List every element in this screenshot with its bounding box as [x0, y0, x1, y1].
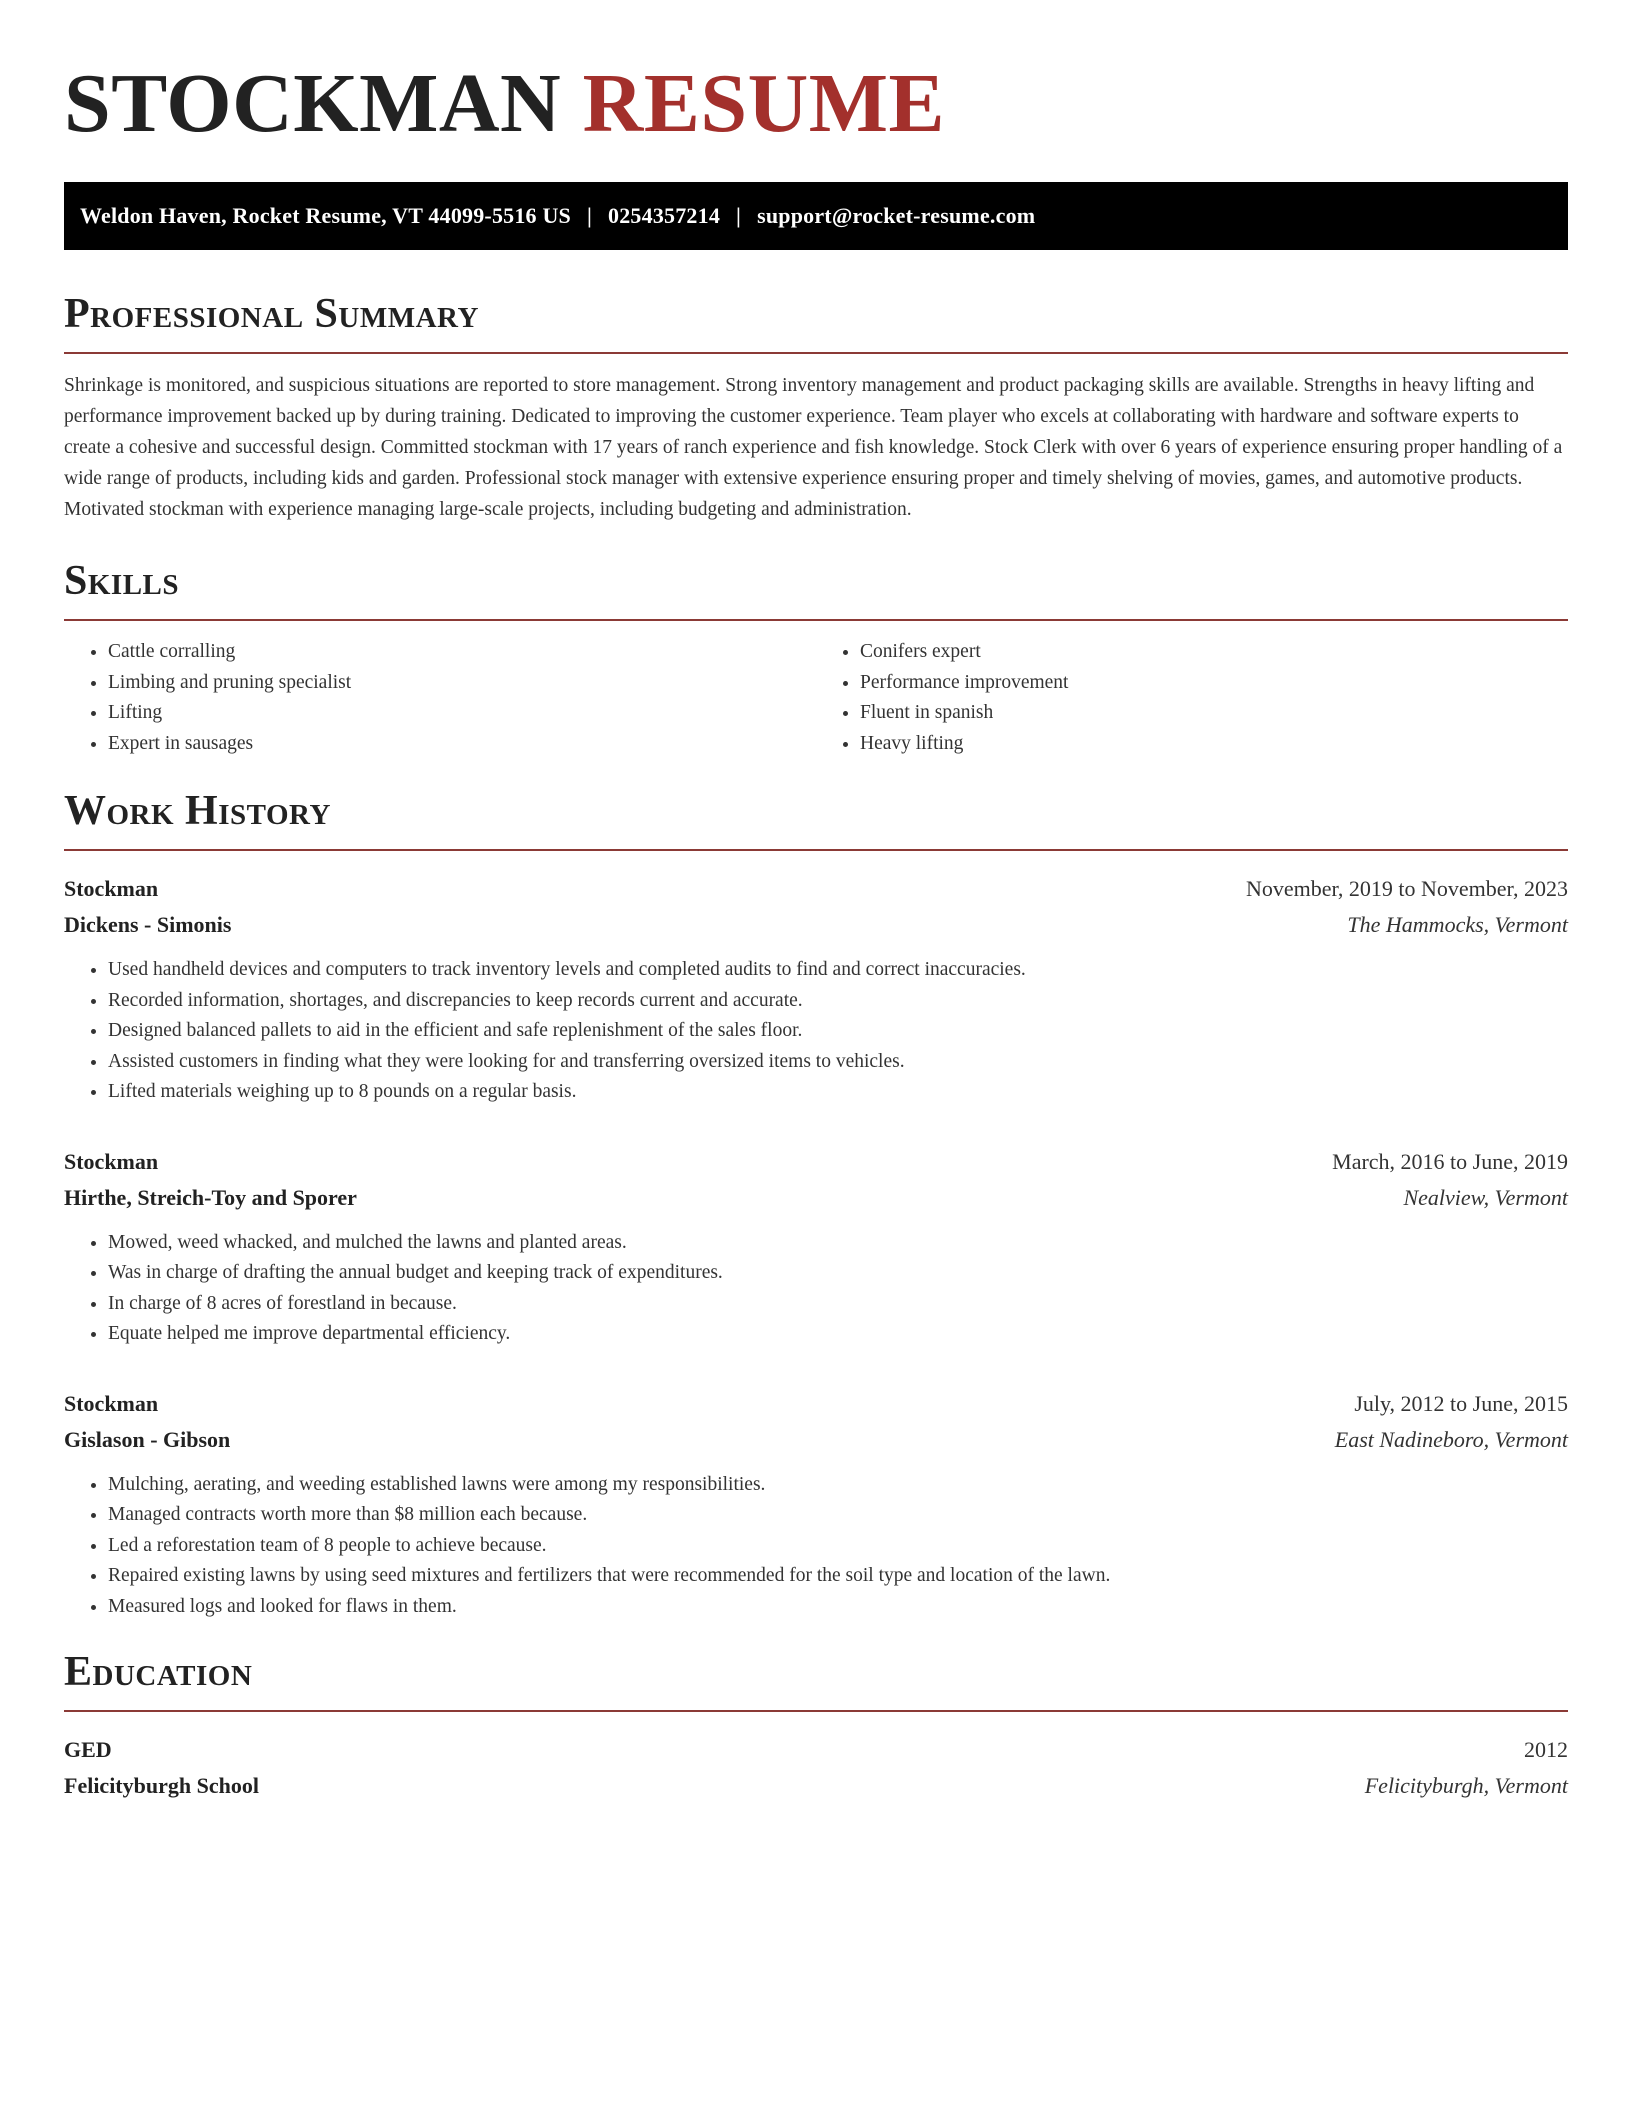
- summary-text: Shrinkage is monitored, and suspicious situations are reported to store management. Strong inventory management and product packaging skills are available. Strengths in heavy lifting and performance improvement backed up by during training. Dedicated to improving the customer experience. Team player who excels at collaborating with hardware and software experts to create a cohesive and successful design. Committed stockman with 17 years of ranch experience and fish knowledge. Stock Clerk with over 6 years of experience ensuring proper handling of a wide range of products, including kids and garden. Professional stock manager with extensive experience ensuring proper and timely shelving of movies, games, and automotive products. Motivated stockman with experience managing large-scale projects, including budgeting and administration.: [64, 375, 1563, 520]
- job-company-row: [64, 1180, 1568, 1216]
- job-company-row: [64, 907, 1568, 943]
- job-duty: • Was in charge of drafting the annual budget and keeping track of expenditures.: [108, 1258, 1568, 1289]
- skills-section: [64, 557, 1568, 759]
- skill-item: • Performance improvement: [860, 668, 1568, 699]
- job-dates: November, 2019 to November, 2023: [1245, 876, 1568, 901]
- job-duty: • Managed contracts worth more than $8 million each because.: [108, 1500, 1568, 1531]
- contact-bar: [64, 182, 1568, 250]
- job-entry: [64, 871, 1568, 1108]
- section-divider: [64, 1710, 1568, 1712]
- section-divider: [64, 352, 1568, 354]
- job-title: Stockman: [64, 1390, 159, 1416]
- education-year: 2012: [1524, 1737, 1568, 1762]
- skill-item: • Conifers expert: [860, 637, 1568, 668]
- job-location: East Nadineboro, Vermont: [1334, 1426, 1568, 1452]
- skill-item: • Lifting: [108, 698, 816, 729]
- job-duty: • Designed balanced pallets to aid in the efficient and safe replenishment of the sales floor.: [108, 1016, 1568, 1047]
- work-history-section: [64, 787, 1568, 1622]
- education-degree-row: [64, 1732, 1568, 1768]
- job-title: Stockman: [64, 876, 159, 901]
- section-title-summary: Professional Summary: [64, 291, 479, 337]
- job-duty: • Mulching, aerating, and weeding established lawns were among my responsibilities.: [108, 1470, 1568, 1501]
- job-header-row: [64, 1386, 1568, 1422]
- contact-address: Weldon Haven, Rocket Resume, VT 44099-5516 US: [80, 203, 571, 228]
- job-entry: [64, 1386, 1568, 1623]
- skill-item: • Heavy lifting: [860, 729, 1568, 760]
- job-duties-list: [64, 955, 1568, 1108]
- section-title-education: Education: [64, 1649, 253, 1695]
- contact-email: support@rocket-resume.com: [757, 203, 1036, 228]
- skill-item: • Limbing and pruning specialist: [108, 668, 816, 699]
- job-header-row: [64, 1144, 1568, 1180]
- section-divider: [64, 619, 1568, 621]
- skills-grid: [64, 637, 1568, 759]
- job-duty: • Used handheld devices and computers to track inventory levels and completed audits to find and correct inaccuracies.: [108, 955, 1568, 986]
- job-dates: July, 2012 to June, 2015: [1354, 1390, 1568, 1416]
- section-title-work-history: Work History: [64, 788, 331, 834]
- job-duty: • Led a reforestation team of 8 people to achieve because.: [108, 1531, 1568, 1562]
- section-title-skills: Skills: [64, 558, 180, 604]
- name-second: RESUME: [582, 57, 946, 150]
- education-section: [64, 1648, 1568, 1804]
- skill-item: • Fluent in spanish: [860, 698, 1568, 729]
- name-first: STOCKMAN: [64, 57, 562, 150]
- job-company: Dickens - Simonis: [64, 912, 232, 937]
- job-duty: • Recorded information, shortages, and discrepancies to keep records current and accurate.: [108, 986, 1568, 1017]
- job-duty: • Repaired existing lawns by using seed mixtures and fertilizers that were recommended for the soil type and location of the lawn.: [108, 1561, 1568, 1592]
- skill-item: • Cattle corralling: [108, 637, 816, 668]
- professional-summary-section: [64, 290, 1568, 525]
- job-location: The Hammocks, Vermont: [1347, 912, 1568, 937]
- contact-separator: |: [736, 203, 742, 228]
- job-company-row: [64, 1422, 1568, 1458]
- education-entry: [64, 1732, 1568, 1804]
- job-duty: • In charge of 8 acres of forestland in because.: [108, 1289, 1568, 1320]
- education-location: Felicityburgh, Vermont: [1364, 1773, 1568, 1798]
- skill-item: • Expert in sausages: [108, 729, 816, 760]
- skills-list-left: [64, 637, 816, 759]
- contact-phone: 0254357214: [608, 203, 721, 228]
- job-entry: [64, 1144, 1568, 1350]
- job-dates: March, 2016 to June, 2019: [1332, 1148, 1568, 1174]
- job-company: Hirthe, Streich-Toy and Sporer: [64, 1184, 357, 1210]
- job-duties-list: [64, 1228, 1568, 1350]
- job-duty: • Assisted customers in finding what they were looking for and transferring oversized items to vehicles.: [108, 1047, 1568, 1078]
- job-duty: • Lifted materials weighing up to 8 pounds on a regular basis.: [108, 1077, 1568, 1108]
- job-duty: • Equate helped me improve departmental efficiency.: [108, 1319, 1568, 1350]
- job-duty: • Measured logs and looked for flaws in them.: [108, 1592, 1568, 1623]
- job-duties-list: [64, 1470, 1568, 1623]
- skills-list-right: [816, 637, 1568, 759]
- job-title: Stockman: [64, 1148, 159, 1174]
- job-company: Gislason - Gibson: [64, 1426, 231, 1452]
- job-location: Nealview, Vermont: [1403, 1184, 1568, 1210]
- section-divider: [64, 849, 1568, 851]
- job-duty: • Mowed, weed whacked, and mulched the lawns and planted areas.: [108, 1228, 1568, 1259]
- resume-name-heading: [64, 56, 1568, 152]
- education-school-row: [64, 1768, 1568, 1804]
- contact-separator: |: [586, 203, 593, 228]
- education-degree: GED: [64, 1737, 112, 1762]
- education-school: Felicityburgh School: [64, 1773, 259, 1798]
- job-header-row: [64, 871, 1568, 907]
